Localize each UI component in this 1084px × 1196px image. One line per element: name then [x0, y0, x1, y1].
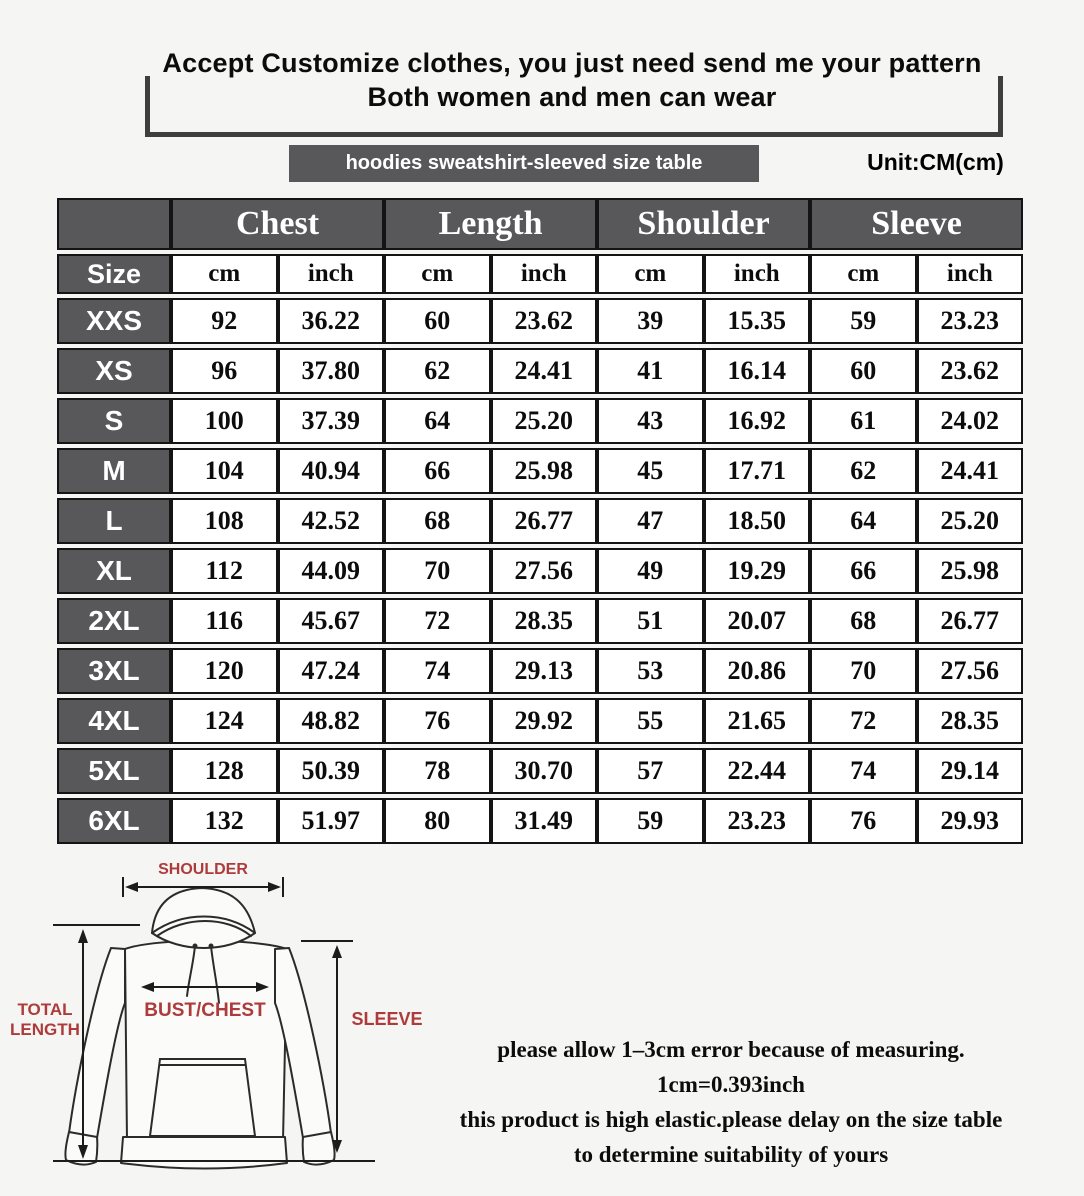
measurement-value: 128: [171, 748, 278, 794]
measurement-value: 112: [171, 548, 278, 594]
hoodie-hood: [152, 888, 255, 948]
measurement-value: 17.71: [704, 448, 811, 494]
measurement-value: 48.82: [278, 698, 385, 744]
size-label: 4XL: [57, 698, 171, 744]
measurement-value: 26.77: [491, 498, 598, 544]
measurement-value: 28.35: [491, 598, 598, 644]
measurement-value: 16.14: [704, 348, 811, 394]
measurement-value: 120: [171, 648, 278, 694]
measurement-value: 68: [810, 598, 917, 644]
measurement-value: 23.62: [491, 298, 598, 344]
sleeve-measure-label: SLEEVE: [351, 1009, 423, 1029]
size-row-6xl: [57, 798, 1023, 844]
measurement-value: 23.23: [704, 798, 811, 844]
measurement-value: 116: [171, 598, 278, 644]
measurement-value: 20.86: [704, 648, 811, 694]
measurement-value: 39: [597, 298, 704, 344]
page-title-line2: Both women and men can wear: [367, 82, 777, 112]
size-label: S: [57, 398, 171, 444]
measurement-value: 45: [597, 448, 704, 494]
measurement-value: 60: [810, 348, 917, 394]
measurement-value: 29.93: [917, 798, 1024, 844]
measurement-value: 23.23: [917, 298, 1024, 344]
size-row-3xl: [57, 648, 1023, 694]
size-label: 6XL: [57, 798, 171, 844]
note-line: please allow 1–3cm error because of measuring.: [497, 1037, 965, 1062]
hoodie-right-cuff: [303, 1132, 335, 1165]
measurement-value: 24.02: [917, 398, 1024, 444]
measurement-value: 27.56: [491, 548, 598, 594]
measurement-value: 25.20: [917, 498, 1024, 544]
unit-header-row: [57, 254, 1023, 294]
measurement-value: 29.92: [491, 698, 598, 744]
measurement-value: 43: [597, 398, 704, 444]
measurement-value: 41: [597, 348, 704, 394]
measurement-value: 15.35: [704, 298, 811, 344]
measurement-value: 61: [810, 398, 917, 444]
measurement-value: 37.39: [278, 398, 385, 444]
size-label: XS: [57, 348, 171, 394]
size-row-s: [57, 398, 1023, 444]
measurement-value: 42.52: [278, 498, 385, 544]
measurement-value: 59: [597, 798, 704, 844]
size-row-4xl: [57, 698, 1023, 744]
hoodie-left-sleeve: [69, 948, 125, 1138]
measurement-value: 70: [384, 548, 491, 594]
measurement-value: 49: [597, 548, 704, 594]
unit-label: Unit:CM(cm): [867, 149, 1004, 175]
unit-header-inch: inch: [491, 254, 598, 294]
note-line: this product is high elastic.please delay on the size table: [459, 1107, 1003, 1132]
measurement-value: 64: [384, 398, 491, 444]
measurement-value: 25.20: [491, 398, 598, 444]
unit-header-cm: cm: [384, 254, 491, 294]
measurement-value: 45.67: [278, 598, 385, 644]
size-row-xxs: [57, 298, 1023, 344]
size-table: [57, 194, 1023, 848]
shoulder-measure-label: SHOULDER: [158, 861, 248, 878]
measurement-value: 64: [810, 498, 917, 544]
measurement-value: 47: [597, 498, 704, 544]
measurement-value: 92: [171, 298, 278, 344]
measurement-value: 66: [384, 448, 491, 494]
measurement-value: 25.98: [491, 448, 598, 494]
measurement-value: 16.92: [704, 398, 811, 444]
measurement-value: 51: [597, 598, 704, 644]
unit-header-inch: inch: [704, 254, 811, 294]
group-header-length: Length: [384, 198, 597, 250]
size-row-l: [57, 498, 1023, 544]
measurement-value: 60: [384, 298, 491, 344]
measurement-value: 72: [384, 598, 491, 644]
measurement-value: 30.70: [491, 748, 598, 794]
measurement-value: 19.29: [704, 548, 811, 594]
size-label: 3XL: [57, 648, 171, 694]
size-label: L: [57, 498, 171, 544]
measurement-value: 57: [597, 748, 704, 794]
page-title-line1: Accept Customize clothes, you just need send me your pattern: [162, 48, 982, 78]
measurement-value: 21.65: [704, 698, 811, 744]
arrowhead: [125, 882, 138, 892]
measurement-value: 62: [384, 348, 491, 394]
group-header-sleeve: Sleeve: [810, 198, 1023, 250]
measurement-value: 74: [810, 748, 917, 794]
group-header-chest: Chest: [171, 198, 384, 250]
hoodie-body: [125, 941, 287, 1147]
measurement-value: 76: [810, 798, 917, 844]
unit-header-inch: inch: [278, 254, 385, 294]
measurement-value: 29.13: [491, 648, 598, 694]
measurement-value: 28.35: [917, 698, 1024, 744]
measurement-value: 96: [171, 348, 278, 394]
measurement-value: 40.94: [278, 448, 385, 494]
corner-blank-cell: [57, 198, 171, 250]
measurement-value: 29.14: [917, 748, 1024, 794]
measurement-value: 72: [810, 698, 917, 744]
unit-header-cm: cm: [171, 254, 278, 294]
size-label: 5XL: [57, 748, 171, 794]
size-row-m: [57, 448, 1023, 494]
arrowhead: [78, 929, 88, 943]
measurement-value: 25.98: [917, 548, 1024, 594]
unit-header-cm: cm: [810, 254, 917, 294]
unit-header-cm: cm: [597, 254, 704, 294]
measurement-value: 27.56: [917, 648, 1024, 694]
measurement-value: 124: [171, 698, 278, 744]
table-title-banner: hoodies sweatshirt-sleeved size table: [289, 145, 759, 182]
measurement-value: 132: [171, 798, 278, 844]
measurement-value: 23.62: [917, 348, 1024, 394]
hoodie-hem: [121, 1137, 287, 1169]
total-length-label-line2: LENGTH: [10, 1020, 80, 1039]
measurement-value: 44.09: [278, 548, 385, 594]
size-label: M: [57, 448, 171, 494]
size-label: XXS: [57, 298, 171, 344]
drawstring-eyelet: [209, 944, 214, 949]
measurement-value: 100: [171, 398, 278, 444]
size-corner-label: Size: [57, 254, 171, 294]
measurement-value: 20.07: [704, 598, 811, 644]
measurement-value: 76: [384, 698, 491, 744]
total-length-label-line1: TOTAL: [17, 1000, 73, 1019]
size-row-2xl: [57, 598, 1023, 644]
measurement-value: 78: [384, 748, 491, 794]
size-table-container: [57, 194, 1023, 848]
measurement-value: 24.41: [917, 448, 1024, 494]
unit-header-inch: inch: [917, 254, 1024, 294]
note-line: 1cm=0.393inch: [657, 1072, 805, 1097]
arrowhead: [268, 882, 281, 892]
measurement-value: 50.39: [278, 748, 385, 794]
measurement-value: 47.24: [278, 648, 385, 694]
group-header-shoulder: Shoulder: [597, 198, 810, 250]
size-row-5xl: [57, 748, 1023, 794]
measurement-value: 37.80: [278, 348, 385, 394]
measurement-value: 70: [810, 648, 917, 694]
measurement-value: 62: [810, 448, 917, 494]
measurement-value: 24.41: [491, 348, 598, 394]
arrowhead: [332, 945, 342, 958]
measurement-value: 53: [597, 648, 704, 694]
measurement-value: 26.77: [917, 598, 1024, 644]
measurement-value: 74: [384, 648, 491, 694]
measurement-value: 66: [810, 548, 917, 594]
measurement-value: 59: [810, 298, 917, 344]
measurement-value: 31.49: [491, 798, 598, 844]
measurement-value: 22.44: [704, 748, 811, 794]
page-title: [92, 46, 1052, 114]
measurement-notes: [400, 1032, 1062, 1172]
measurement-value: 104: [171, 448, 278, 494]
measurement-value: 108: [171, 498, 278, 544]
size-row-xs: [57, 348, 1023, 394]
measurement-value: 51.97: [278, 798, 385, 844]
note-line: to determine suitability of yours: [573, 1142, 889, 1167]
measurement-value: 36.22: [278, 298, 385, 344]
size-row-xl: [57, 548, 1023, 594]
measurement-value: 55: [597, 698, 704, 744]
measurement-value: 68: [384, 498, 491, 544]
hoodie-measurement-diagram: [5, 853, 425, 1188]
size-label: 2XL: [57, 598, 171, 644]
drawstring-eyelet: [193, 944, 198, 949]
group-header-row: [57, 198, 1023, 250]
measurement-value: 18.50: [704, 498, 811, 544]
size-table-body: [57, 298, 1023, 844]
bust-chest-label: BUST/CHEST: [144, 1000, 266, 1021]
size-label: XL: [57, 548, 171, 594]
measurement-value: 80: [384, 798, 491, 844]
